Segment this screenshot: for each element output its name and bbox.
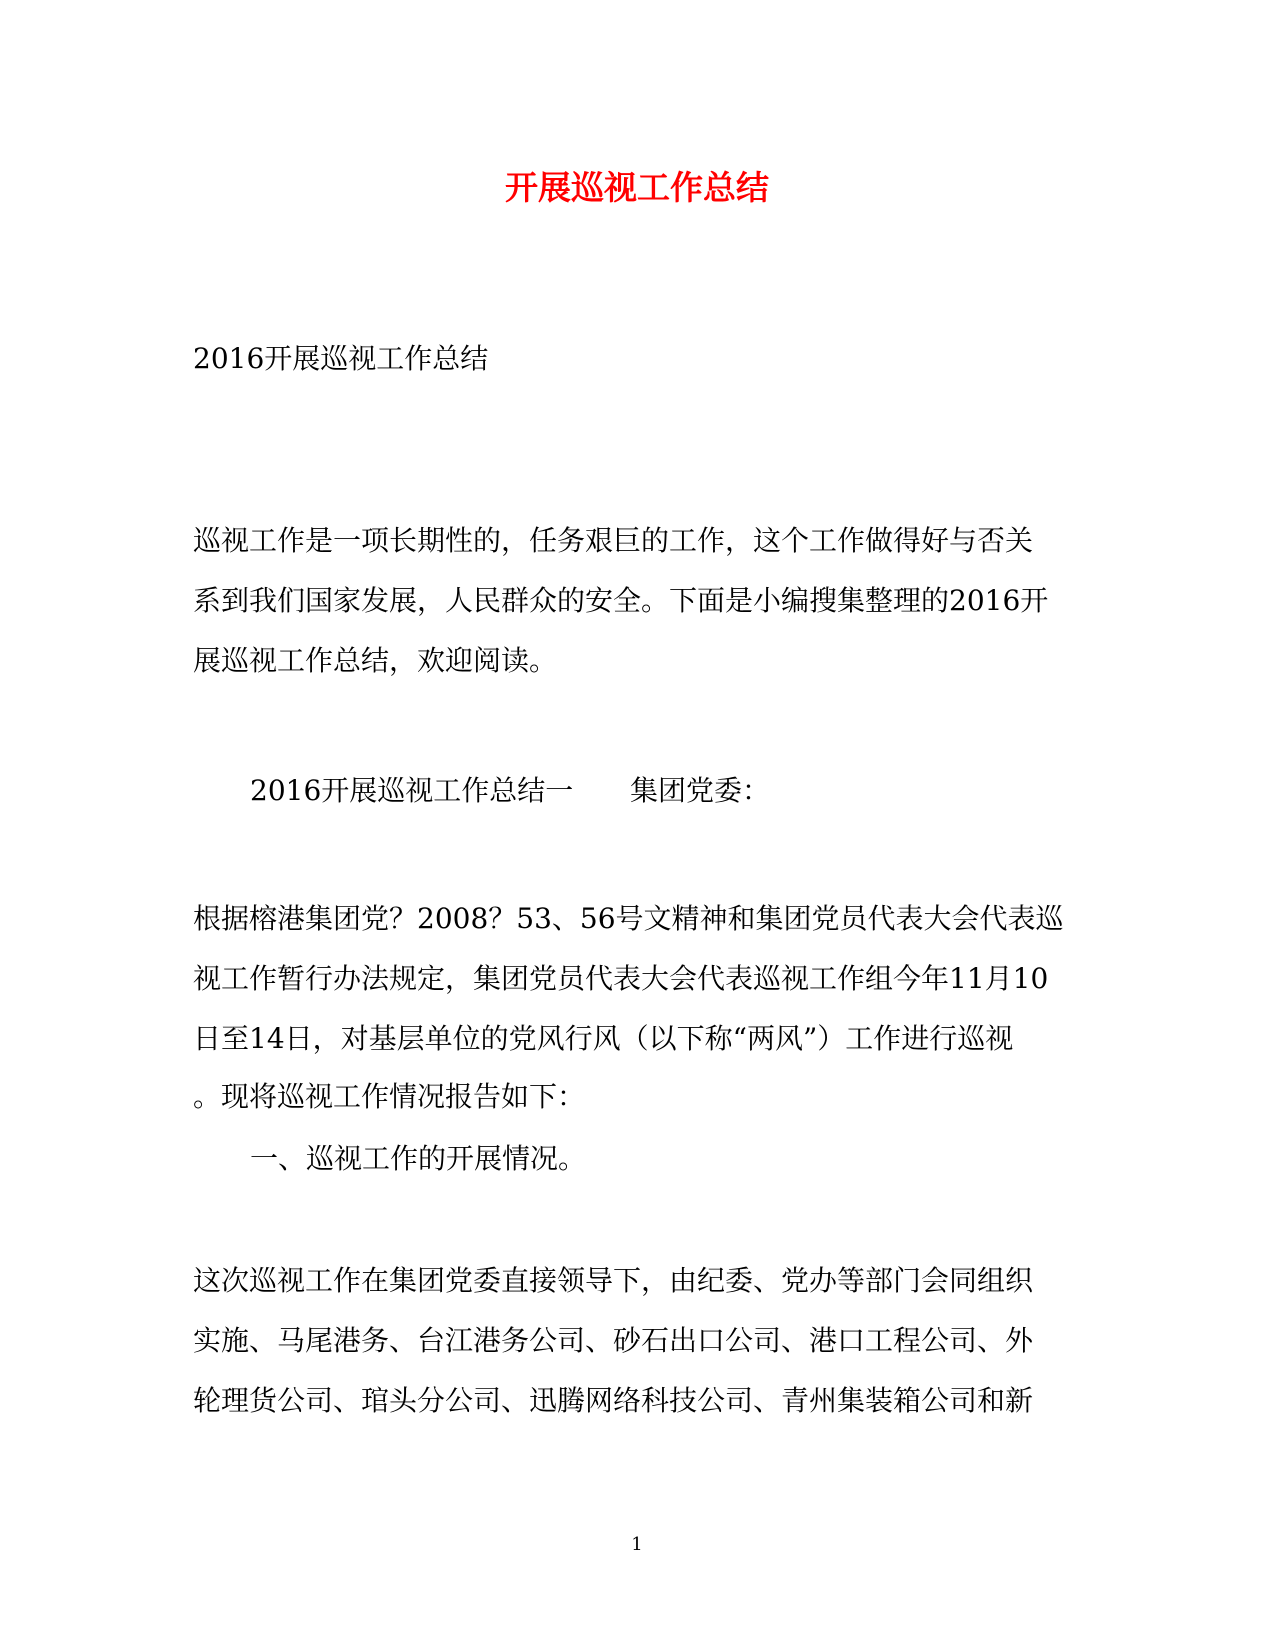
section-addressee: 集团党委： bbox=[630, 774, 771, 807]
document-title: 开展巡视工作总结 bbox=[505, 168, 769, 207]
section-heading: 2016开展巡视工作总结一 bbox=[250, 774, 574, 807]
page-number: 1 bbox=[631, 1534, 643, 1555]
intro-line-3: 展巡视工作总结，欢迎阅读。 bbox=[193, 644, 558, 677]
basis-line-4: 。现将巡视工作情况报告如下： bbox=[193, 1080, 586, 1113]
part-one-line-3: 轮理货公司、琯头分公司、迅腾网络科技公司、青州集装箱公司和新 bbox=[193, 1384, 1034, 1417]
document-subtitle: 2016开展巡视工作总结 bbox=[193, 342, 489, 375]
basis-line-3: 日至14日，对基层单位的党风行风（以下称“两风”）工作进行巡视 bbox=[193, 1022, 1014, 1055]
intro-line-2: 系到我们国家发展，人民群众的安全。下面是小编搜集整理的2016开 bbox=[193, 584, 1049, 617]
part-one-heading: 一、巡视工作的开展情况。 bbox=[250, 1142, 587, 1175]
part-one-line-2: 实施、马尾港务、台江港务公司、砂石出口公司、港口工程公司、外 bbox=[193, 1324, 1034, 1357]
basis-line-2: 视工作暂行办法规定，集团党员代表大会代表巡视工作组今年11月10 bbox=[193, 962, 1049, 995]
basis-line-1: 根据榕港集团党？2008？53、56号文精神和集团党员代表大会代表巡 bbox=[193, 902, 1064, 935]
part-one-line-1: 这次巡视工作在集团党委直接领导下，由纪委、党办等部门会同组织 bbox=[193, 1264, 1034, 1297]
intro-line-1: 巡视工作是一项长期性的，任务艰巨的工作，这个工作做得好与否关 bbox=[193, 524, 1034, 557]
